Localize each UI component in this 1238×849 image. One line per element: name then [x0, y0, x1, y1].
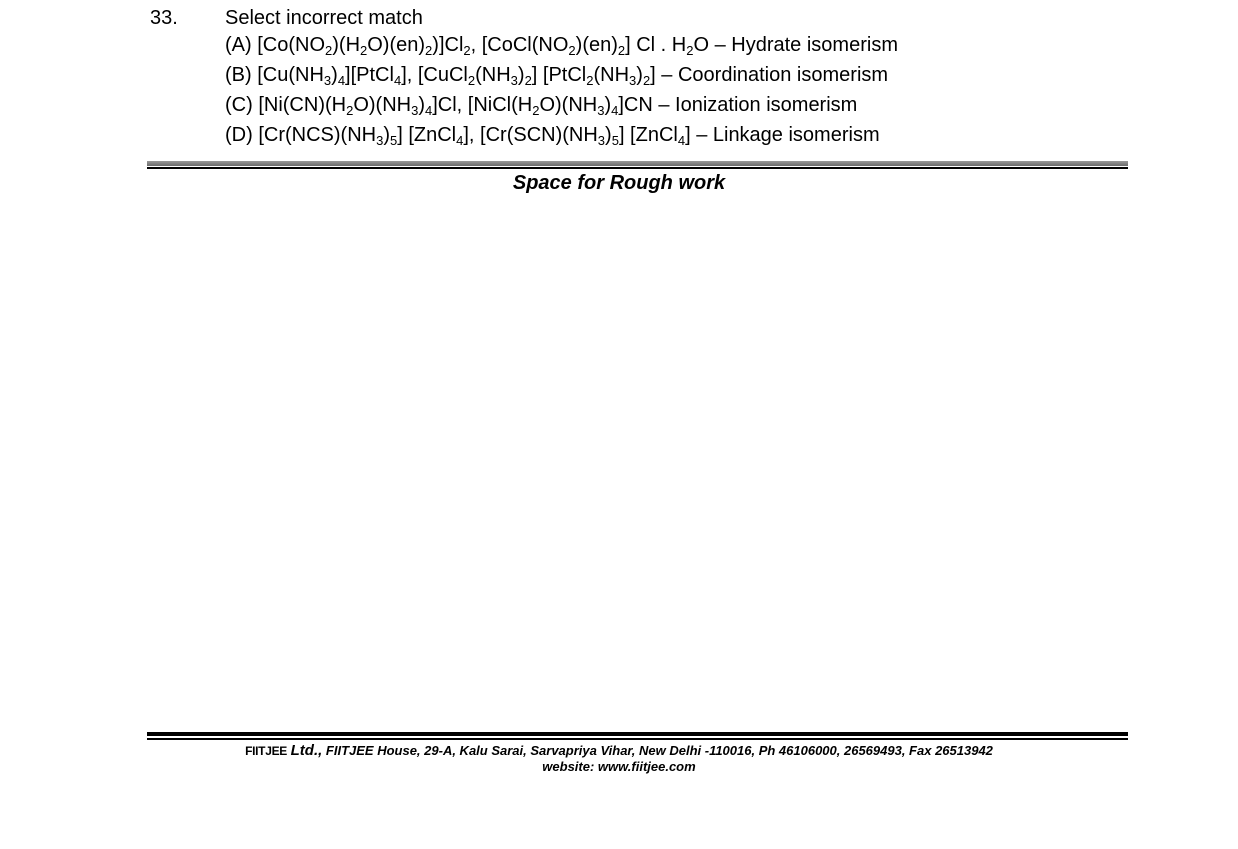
formula-text: )]Cl: [432, 34, 464, 56]
formula-text: ][PtCl: [345, 64, 394, 86]
formula-text: ): [636, 64, 643, 86]
footer-ltd: Ltd.,: [290, 742, 323, 759]
bottom-divider-thick: [147, 732, 1128, 736]
formula-subscript: 4: [424, 103, 433, 118]
bottom-divider-thin: [147, 738, 1128, 740]
formula-text: )(en): [575, 34, 618, 56]
formula-text: ): [605, 124, 612, 146]
formula-text: ): [331, 64, 338, 86]
formula-text: , [CoCl(NO: [470, 34, 569, 56]
formula-subscript: 2: [425, 43, 433, 58]
top-divider-thin: [147, 167, 1128, 169]
formula-subscript: 2: [642, 73, 651, 88]
formula-subscript: 2: [467, 73, 476, 88]
formula-subscript: 2: [346, 103, 354, 118]
formula-subscript: 3: [629, 73, 637, 88]
formula-subscript: 4: [456, 133, 464, 148]
formula-text: ] – Linkage isomerism: [685, 124, 880, 146]
option-a: [225, 30, 898, 60]
formula-text: )(H: [332, 34, 361, 56]
formula-subscript: 3: [323, 73, 332, 88]
formula-text: ]CN – Ionization isomerism: [618, 94, 858, 116]
option-label: (D): [225, 124, 253, 146]
formula-subscript: 2: [360, 43, 368, 58]
formula-subscript: 3: [510, 73, 518, 88]
formula-text: (NH: [475, 64, 511, 86]
formula-subscript: 4: [393, 73, 402, 88]
question-body: [225, 6, 898, 150]
formula-text: ): [517, 64, 525, 86]
formula-text: ] – Coordination isomerism: [650, 64, 889, 86]
formula-subscript: 3: [376, 133, 384, 148]
option-c: [225, 90, 898, 120]
formula-text: ): [383, 124, 390, 146]
formula-text: [Cu(NH: [251, 64, 324, 86]
formula-text: ): [604, 94, 612, 116]
formula-subscript: 3: [411, 103, 419, 118]
formula-text: ], [Cr(SCN)(NH: [463, 124, 598, 146]
formula-subscript: 2: [568, 43, 576, 58]
footer-brand: FIITJEE: [245, 744, 287, 758]
formula-text: O – Hydrate isomerism: [693, 34, 898, 56]
question-stem: Select incorrect match: [225, 7, 423, 29]
formula-subscript: 5: [389, 133, 398, 148]
formula-text: [Co(NO: [251, 34, 326, 56]
formula-text: [Cr(NCS)(NH: [252, 124, 377, 146]
formula-text: [Ni(CN)(H: [252, 94, 347, 116]
formula-subscript: 4: [677, 133, 686, 148]
formula-subscript: 4: [611, 103, 619, 118]
question-number: 33.: [150, 7, 178, 29]
page-footer: [0, 743, 1238, 775]
formula-subscript: 2: [686, 43, 694, 58]
formula-subscript: 2: [532, 103, 540, 118]
formula-text: O)(NH: [353, 94, 412, 116]
formula-subscript: 2: [325, 43, 333, 58]
formula-text: ]Cl, [NiCl(H: [432, 94, 533, 116]
footer-website: website: www.fiitjee.com: [542, 759, 696, 774]
formula-text: O)(NH: [539, 94, 598, 116]
formula-text: ): [418, 94, 425, 116]
formula-subscript: 3: [597, 103, 605, 118]
footer-address-line: [0, 743, 1238, 759]
formula-text: ], [CuCl: [401, 64, 468, 86]
formula-text: ] [ZnCl: [618, 124, 678, 146]
rough-work-heading: Space for Rough work: [512, 172, 726, 194]
formula-text: ] [PtCl: [531, 64, 587, 86]
formula-subscript: 2: [463, 43, 471, 58]
option-d: [225, 120, 898, 150]
formula-text: O)(en): [367, 34, 426, 56]
top-divider: [147, 161, 1128, 169]
option-b: [225, 60, 898, 90]
formula-text: ] Cl . H: [625, 34, 687, 56]
formula-subscript: 3: [597, 133, 606, 148]
footer-address: FIITJEE House, 29-A, Kalu Sarai, Sarvapriya Vihar, New Delhi -110016, Ph 46106000, 26569493, Fax 26513942: [325, 743, 993, 758]
formula-subscript: 2: [524, 73, 532, 88]
top-divider-thick: [147, 161, 1128, 166]
formula-subscript: 2: [617, 43, 626, 58]
option-label: (B): [225, 64, 252, 86]
option-label: (A): [225, 34, 252, 56]
option-label: (C): [225, 94, 253, 116]
formula-text: ] [ZnCl: [397, 124, 457, 146]
formula-subscript: 4: [337, 73, 346, 88]
formula-subscript: 2: [586, 73, 594, 88]
bottom-divider: [147, 732, 1128, 740]
formula-text: (NH: [593, 64, 630, 86]
formula-subscript: 5: [611, 133, 619, 148]
